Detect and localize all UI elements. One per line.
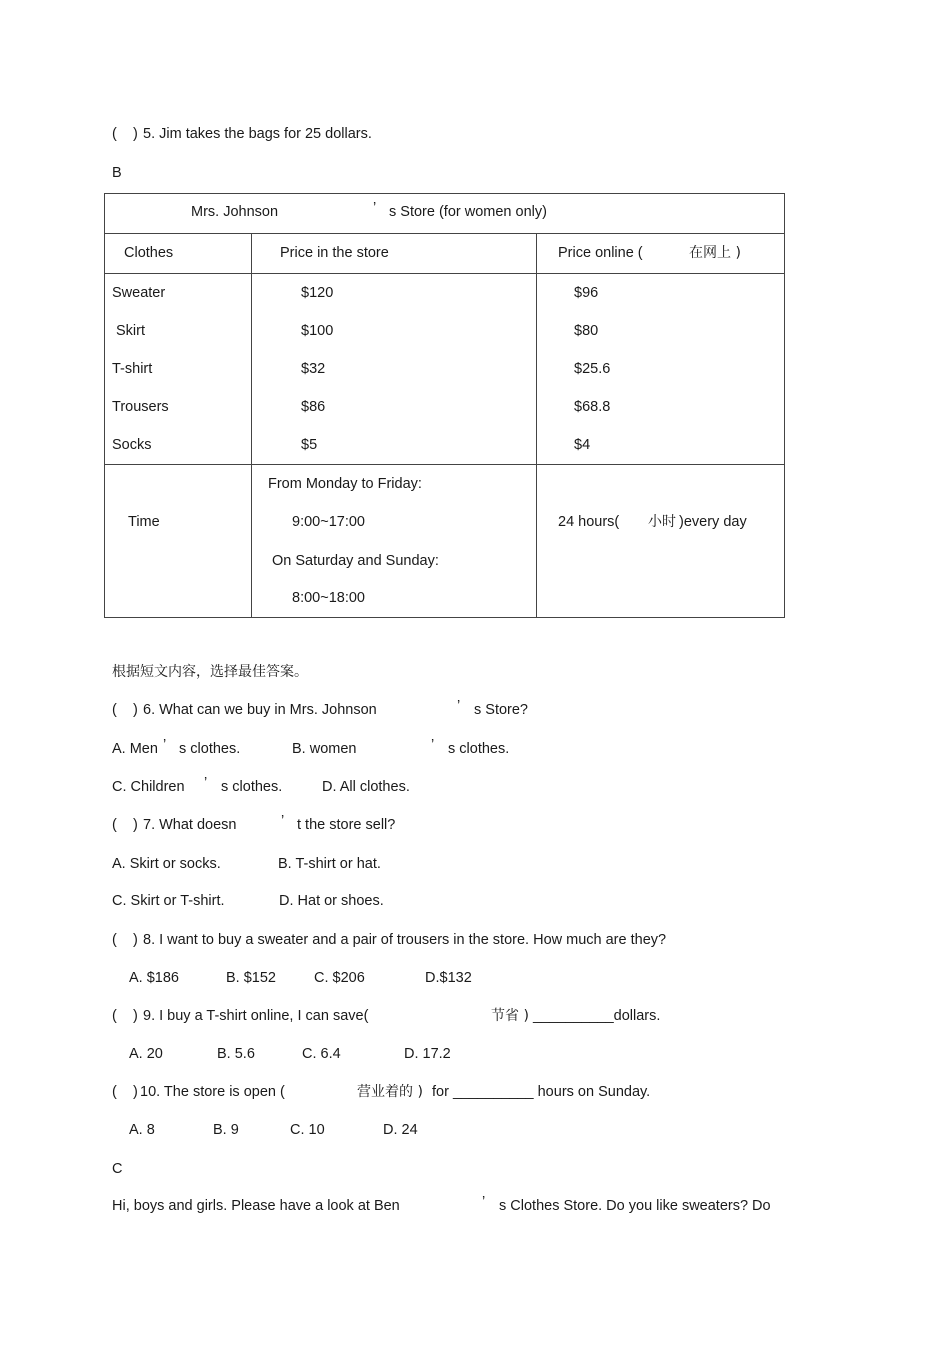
q6-option-a-apostrophe: ’ — [163, 737, 167, 753]
q6-stem: 6. What can we buy in Mrs. Johnson — [143, 702, 377, 718]
q6-option-c-apostrophe: ’ — [204, 775, 208, 791]
online-price-trousers: $68.8 — [574, 399, 611, 415]
q6-option-b-apostrophe: ’ — [431, 737, 435, 753]
table-prices-row — [105, 274, 785, 465]
online-hours-prefix: 24 hours( — [558, 514, 620, 530]
q6-open-paren: ( — [112, 702, 117, 718]
q10-stem: 10. The store is open ( — [140, 1084, 285, 1100]
q10-option-d: D. 24 — [383, 1122, 418, 1138]
weekend-hours: 8:00~18:00 — [292, 590, 365, 606]
q9-option-a: A. 20 — [129, 1046, 163, 1062]
online-price-tshirt: $25.6 — [574, 361, 611, 377]
q8-option-a: A. $186 — [129, 970, 179, 986]
q10-open-paren: ( — [112, 1084, 117, 1100]
q6-close-paren: ) — [133, 702, 138, 718]
item-trousers: Trousers — [112, 399, 169, 415]
q7-stem-apostrophe: ’ — [281, 813, 285, 829]
online-price-socks: $4 — [574, 437, 591, 453]
q6-stem-rest: s Store? — [474, 702, 528, 718]
q7-option-c: C. Skirt or T-shirt. — [112, 893, 225, 909]
item-sweater: Sweater — [112, 285, 166, 301]
q9-stem-cn: 节省 ) — [491, 1008, 529, 1024]
item-tshirt: T-shirt — [112, 361, 153, 377]
q6-option-a: A. Men — [112, 741, 158, 757]
table-title-apostrophe: ’ — [373, 200, 377, 216]
q8-stem: 8. I want to buy a sweater and a pair of trousers in the store. How much are they? — [143, 932, 667, 948]
online-hours-cn: 小时 — [648, 514, 676, 530]
q5-text: 5. Jim takes the bags for 25 dollars. — [143, 126, 372, 142]
q6-option-b-rest: s clothes. — [448, 741, 510, 757]
weekday-label: From Monday to Friday: — [268, 476, 422, 492]
q9-option-d: D. 17.2 — [404, 1046, 451, 1062]
header-online-price: Price online ( — [558, 245, 643, 261]
instruction: 根据短文内容，选择最佳答案。 — [112, 664, 308, 680]
online-hours-suffix: )every day — [679, 514, 747, 530]
q8-option-d: D.$132 — [425, 970, 472, 986]
q8-option-b: B. $152 — [226, 970, 276, 986]
q8-open-paren: ( — [112, 932, 117, 948]
table-title-name: Mrs. Johnson — [191, 204, 279, 220]
passage-text-rest: s Clothes Store. Do you like sweaters? Do — [499, 1198, 771, 1214]
q7-option-a: A. Skirt or socks. — [112, 856, 221, 872]
header-online-cn: 在网上 ) — [689, 245, 741, 261]
q7-stem-rest: t the store sell? — [297, 817, 396, 833]
q9-stem-rest: __________dollars. — [533, 1008, 661, 1024]
q9-option-c: C. 6.4 — [302, 1046, 341, 1062]
q10-stem-rest: for __________ hours on Sunday. — [432, 1084, 651, 1100]
q9-close-paren: ) — [133, 1008, 138, 1024]
section-c-label: C — [112, 1161, 123, 1177]
q7-close-paren: ) — [133, 817, 138, 833]
item-skirt: Skirt — [116, 323, 145, 339]
q7-option-b: B. T-shirt or hat. — [278, 856, 381, 872]
q10-option-c: C. 10 — [290, 1122, 325, 1138]
q6-option-d: D. All clothes. — [322, 779, 410, 795]
online-price-sweater: $96 — [574, 285, 599, 301]
table-title-row — [105, 194, 785, 234]
q7-stem: 7. What doesn — [143, 817, 237, 833]
store-price-tshirt: $32 — [301, 361, 326, 377]
q6-option-a-rest: s clothes. — [179, 741, 241, 757]
table-time-row — [105, 465, 785, 618]
header-store-price: Price in the store — [280, 245, 389, 261]
store-table — [104, 193, 785, 618]
q9-open-paren: ( — [112, 1008, 117, 1024]
q7-option-d: D. Hat or shoes. — [279, 893, 384, 909]
weekday-hours: 9:00~17:00 — [292, 514, 365, 530]
section-b-label: B — [112, 165, 122, 181]
item-socks: Socks — [112, 437, 152, 453]
store-price-skirt: $100 — [301, 323, 334, 339]
q5-open-paren: ( — [112, 126, 117, 142]
passage-text: Hi, boys and girls. Please have a look at Ben — [112, 1198, 400, 1214]
store-price-sweater: $120 — [301, 285, 334, 301]
passage-apostrophe: ’ — [482, 1194, 486, 1210]
store-price-socks: $5 — [301, 437, 318, 453]
header-clothes: Clothes — [124, 245, 174, 261]
q6-option-b: B. women — [292, 741, 357, 757]
q6-option-c-rest: s clothes. — [221, 779, 283, 795]
online-price-skirt: $80 — [574, 323, 599, 339]
q9-option-b: B. 5.6 — [217, 1046, 255, 1062]
q8-close-paren: ) — [133, 932, 138, 948]
q10-close-paren: ) — [133, 1084, 138, 1100]
store-price-trousers: $86 — [301, 399, 326, 415]
q10-stem-cn: 营业着的 ) — [357, 1084, 423, 1100]
weekend-label: On Saturday and Sunday: — [272, 553, 439, 569]
q7-open-paren: ( — [112, 817, 117, 833]
q6-option-c: C. Children — [112, 779, 185, 795]
q6-stem-apostrophe: ’ — [457, 698, 461, 714]
q8-option-c: C. $206 — [314, 970, 365, 986]
table-header-row — [105, 234, 785, 274]
table-title-rest: s Store (for women only) — [389, 204, 547, 220]
q10-option-b: B. 9 — [213, 1122, 239, 1138]
q10-option-a: A. 8 — [129, 1122, 155, 1138]
q9-stem: 9. I buy a T-shirt online, I can save( — [143, 1008, 369, 1024]
time-label: Time — [128, 514, 160, 530]
q5-close-paren: ) — [133, 126, 138, 142]
